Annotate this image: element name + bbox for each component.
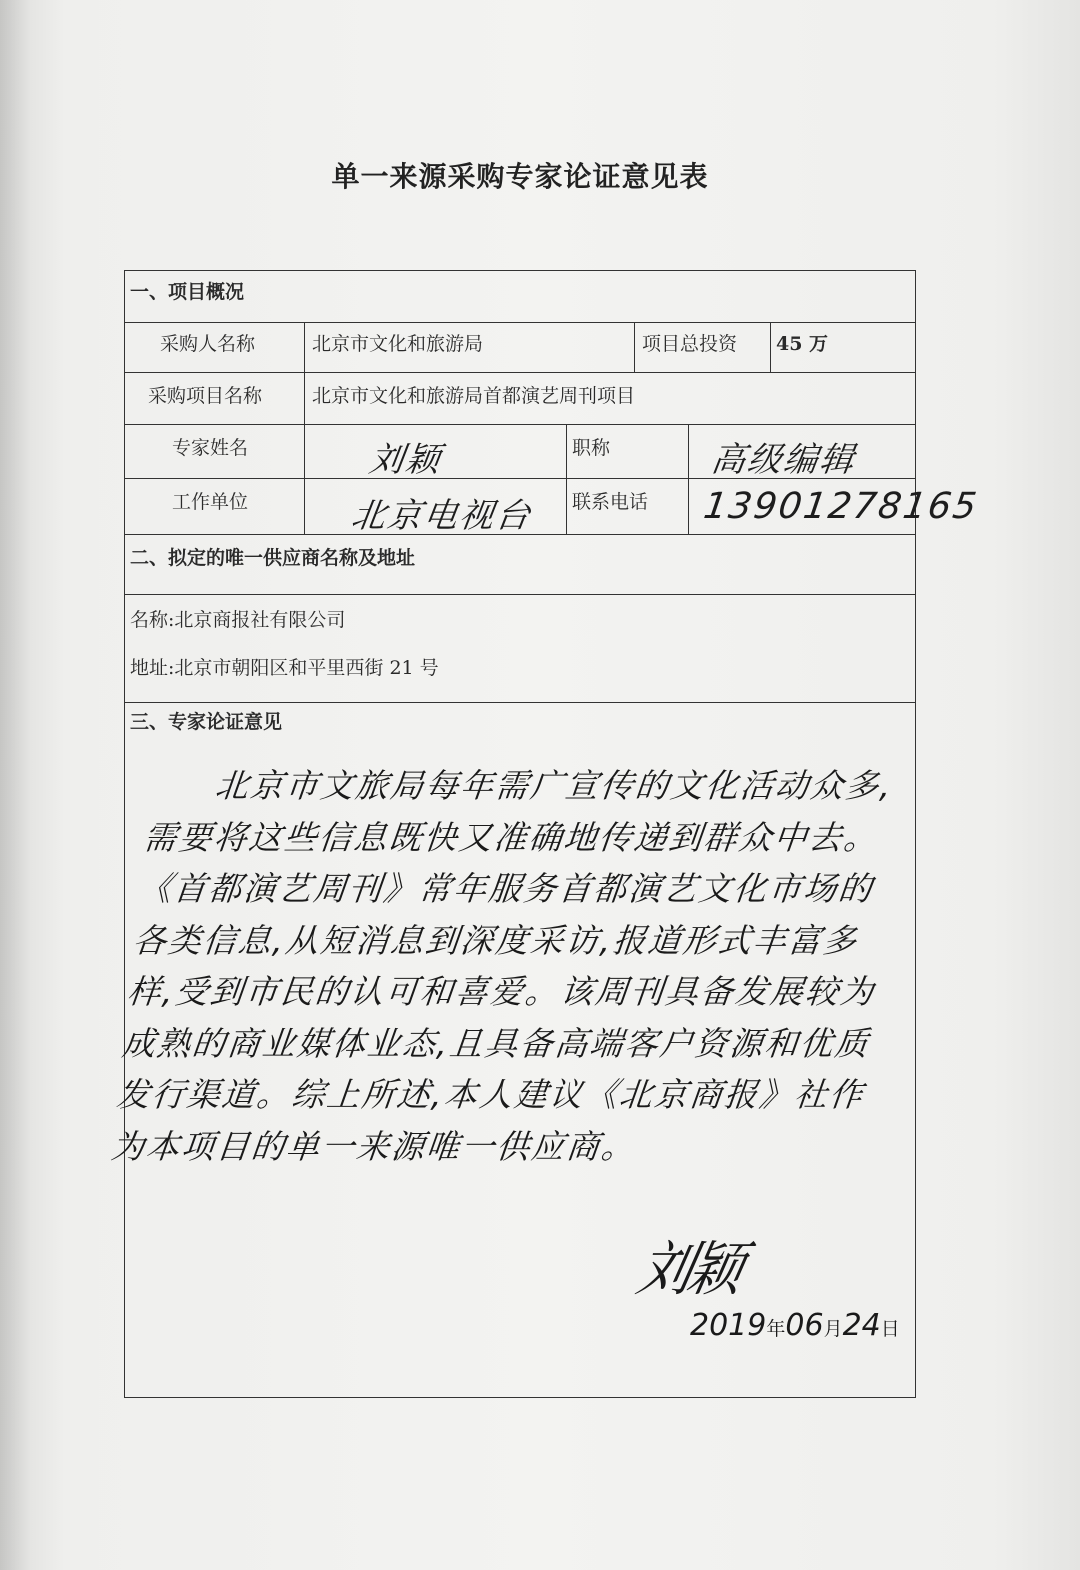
column-divider [304, 322, 305, 534]
date-year: 2019 [690, 1308, 767, 1343]
section1-header: 一、项目概况 [130, 281, 245, 303]
expert-name-label: 专家姓名 [172, 437, 249, 459]
row-divider [124, 424, 916, 425]
title-label: 职称 [572, 437, 611, 459]
title-value: 高级编辑 [708, 440, 859, 480]
signature-date [690, 1308, 900, 1343]
column-divider [566, 424, 567, 534]
purchaser-label: 采购人名称 [160, 333, 256, 355]
expert-opinion-text: 北京市文旅局每年需广宣传的文化活动众多,需要将这些信息既快又准确地传递到群众中去。《首都演艺周刊》常年服务首都演艺文化市场的各类信息,从短消息到深度采访,报道形式丰富多样,受到市民的认可和喜爱。该周刊具备发展较为成熟的商业媒体业态,且具备高端客户资源和优质发行渠道。综上所述,本人建议《北京商报》社作为本项目的单一来源唯一供应商。 [109, 766, 895, 1166]
workplace-value: 北京电视台 [348, 496, 535, 536]
expert-signature: 刘颖 [631, 1234, 747, 1304]
column-divider [688, 424, 689, 534]
total-investment-label: 项目总投资 [642, 333, 738, 355]
row-divider [124, 702, 916, 703]
column-divider [770, 322, 771, 372]
row-divider [124, 594, 916, 595]
project-name-value: 北京市文化和旅游局首都演艺周刊项目 [312, 385, 636, 407]
date-day: 24 [842, 1308, 881, 1343]
date-day-unit: 日 [880, 1318, 900, 1340]
column-divider [634, 322, 635, 372]
paper-edge-shadow [0, 0, 30, 1570]
date-month-unit: 月 [823, 1318, 843, 1340]
purchaser-value: 北京市文化和旅游局 [312, 333, 484, 355]
phone-label: 联系电话 [572, 491, 649, 513]
date-year-unit: 年 [766, 1318, 786, 1340]
project-name-label: 采购项目名称 [148, 385, 263, 407]
workplace-label: 工作单位 [172, 491, 249, 513]
supplier-address: 地址:北京市朝阳区和平里西街 21 号 [130, 657, 439, 679]
row-divider [124, 372, 916, 373]
document-title: 单一来源采购专家论证意见表 [331, 160, 709, 193]
expert-name-value: 刘颖 [366, 440, 445, 480]
section3-header: 三、专家论证意见 [130, 711, 283, 733]
row-divider [124, 322, 916, 323]
signature-block [631, 1226, 900, 1356]
date-month: 06 [785, 1308, 824, 1343]
supplier-name: 名称:北京商报社有限公司 [130, 609, 346, 631]
total-investment-value: 45 万 [776, 333, 829, 355]
section2-header: 二、拟定的唯一供应商名称及地址 [130, 547, 416, 569]
phone-value: 13901278165 [701, 486, 981, 527]
